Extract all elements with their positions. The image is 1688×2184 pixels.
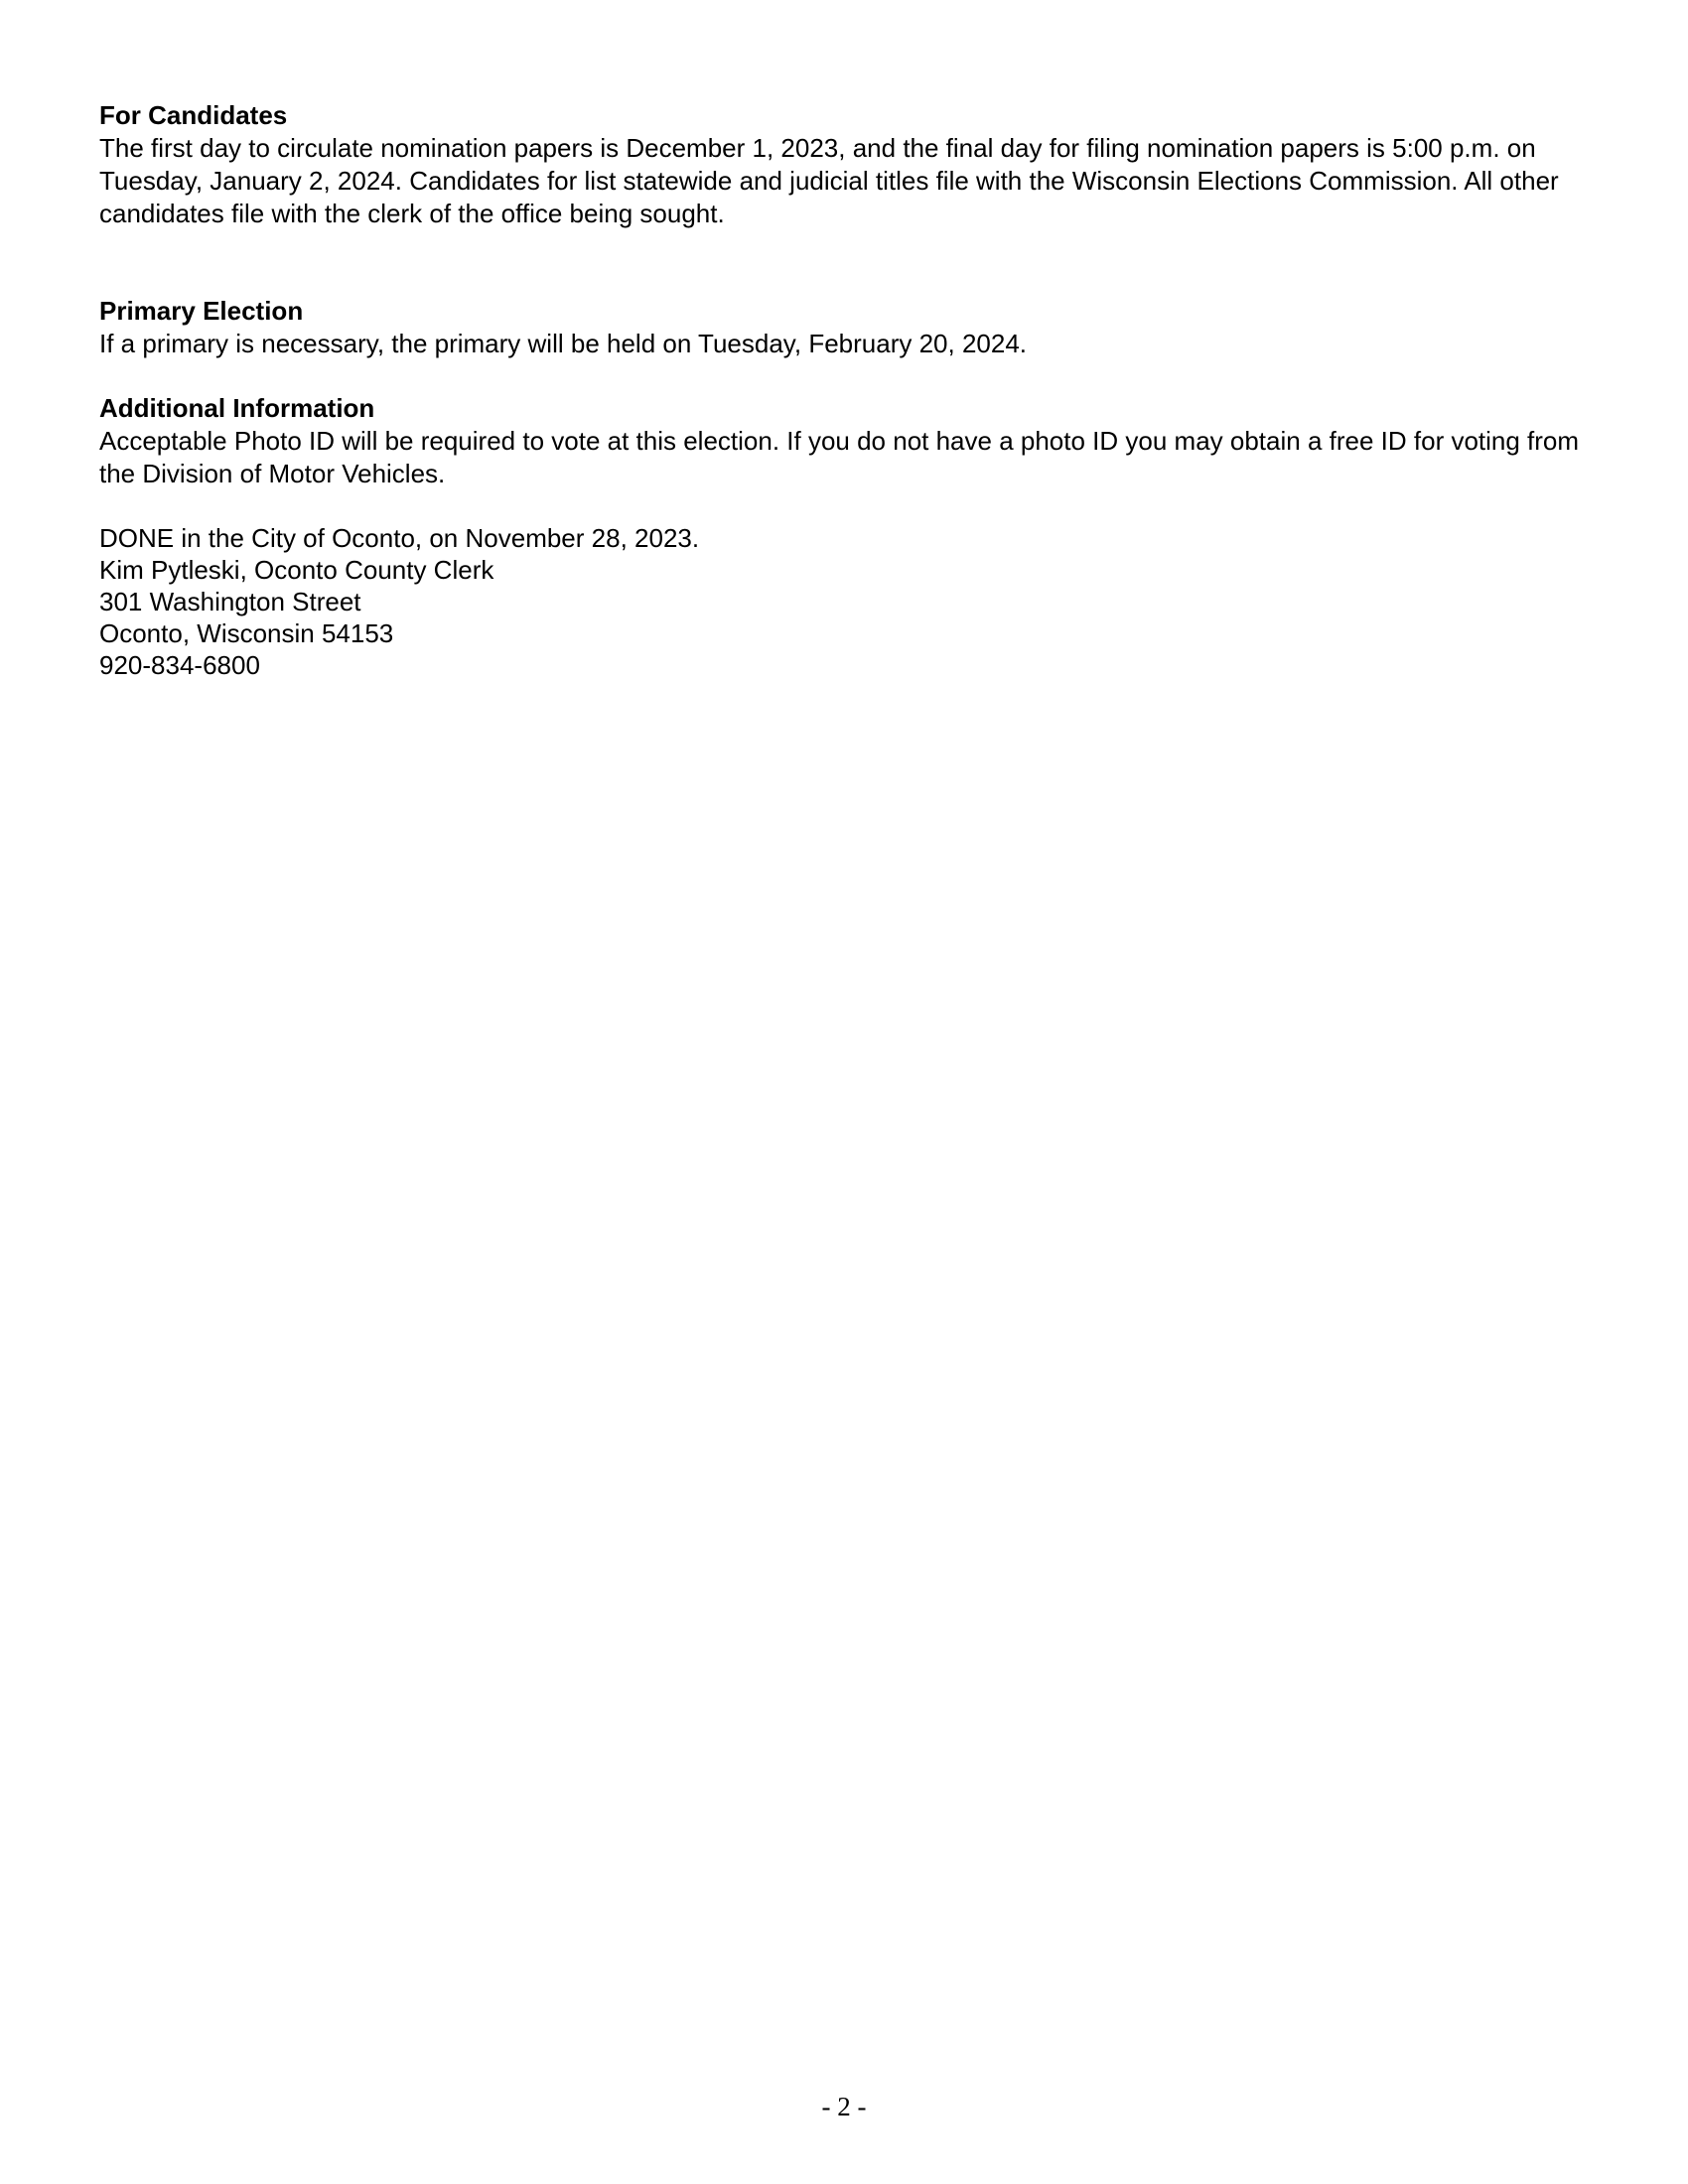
for-candidates-body: The first day to circulate nomination papers is December 1, 2023, and the final day for filing nomination papers is 5:00 p.m. on Tuesday, January 2, 2024. Candidates for list statewide and judicial titles file with the Wisconsin Elections Commission. All other candidates file with the clerk of the office being sought. bbox=[99, 133, 1559, 228]
street-address: 301 Washington Street bbox=[99, 587, 361, 616]
signature-block bbox=[99, 522, 1589, 681]
city-state-zip: Oconto, Wisconsin 54153 bbox=[99, 618, 394, 648]
primary-election-heading: Primary Election bbox=[99, 296, 304, 326]
for-candidates-section bbox=[99, 99, 1589, 230]
done-line: DONE in the City of Oconto, on November 28, 2023. bbox=[99, 523, 700, 553]
primary-election-section bbox=[99, 295, 1589, 360]
for-candidates-heading: For Candidates bbox=[99, 100, 288, 130]
document-page bbox=[99, 99, 1589, 681]
primary-election-body: If a primary is necessary, the primary will be held on Tuesday, February 20, 2024. bbox=[99, 329, 1028, 358]
page-number: - 2 - bbox=[821, 2092, 867, 2121]
additional-information-body: Acceptable Photo ID will be required to vote at this election. If you do not have a photo ID you may obtain a free ID for voting from the Division of Motor Vehicles. bbox=[99, 426, 1580, 488]
additional-information-section bbox=[99, 392, 1589, 490]
additional-information-heading: Additional Information bbox=[99, 393, 375, 423]
clerk-name-title: Kim Pytleski, Oconto County Clerk bbox=[99, 555, 494, 585]
phone-number: 920-834-6800 bbox=[99, 650, 260, 680]
